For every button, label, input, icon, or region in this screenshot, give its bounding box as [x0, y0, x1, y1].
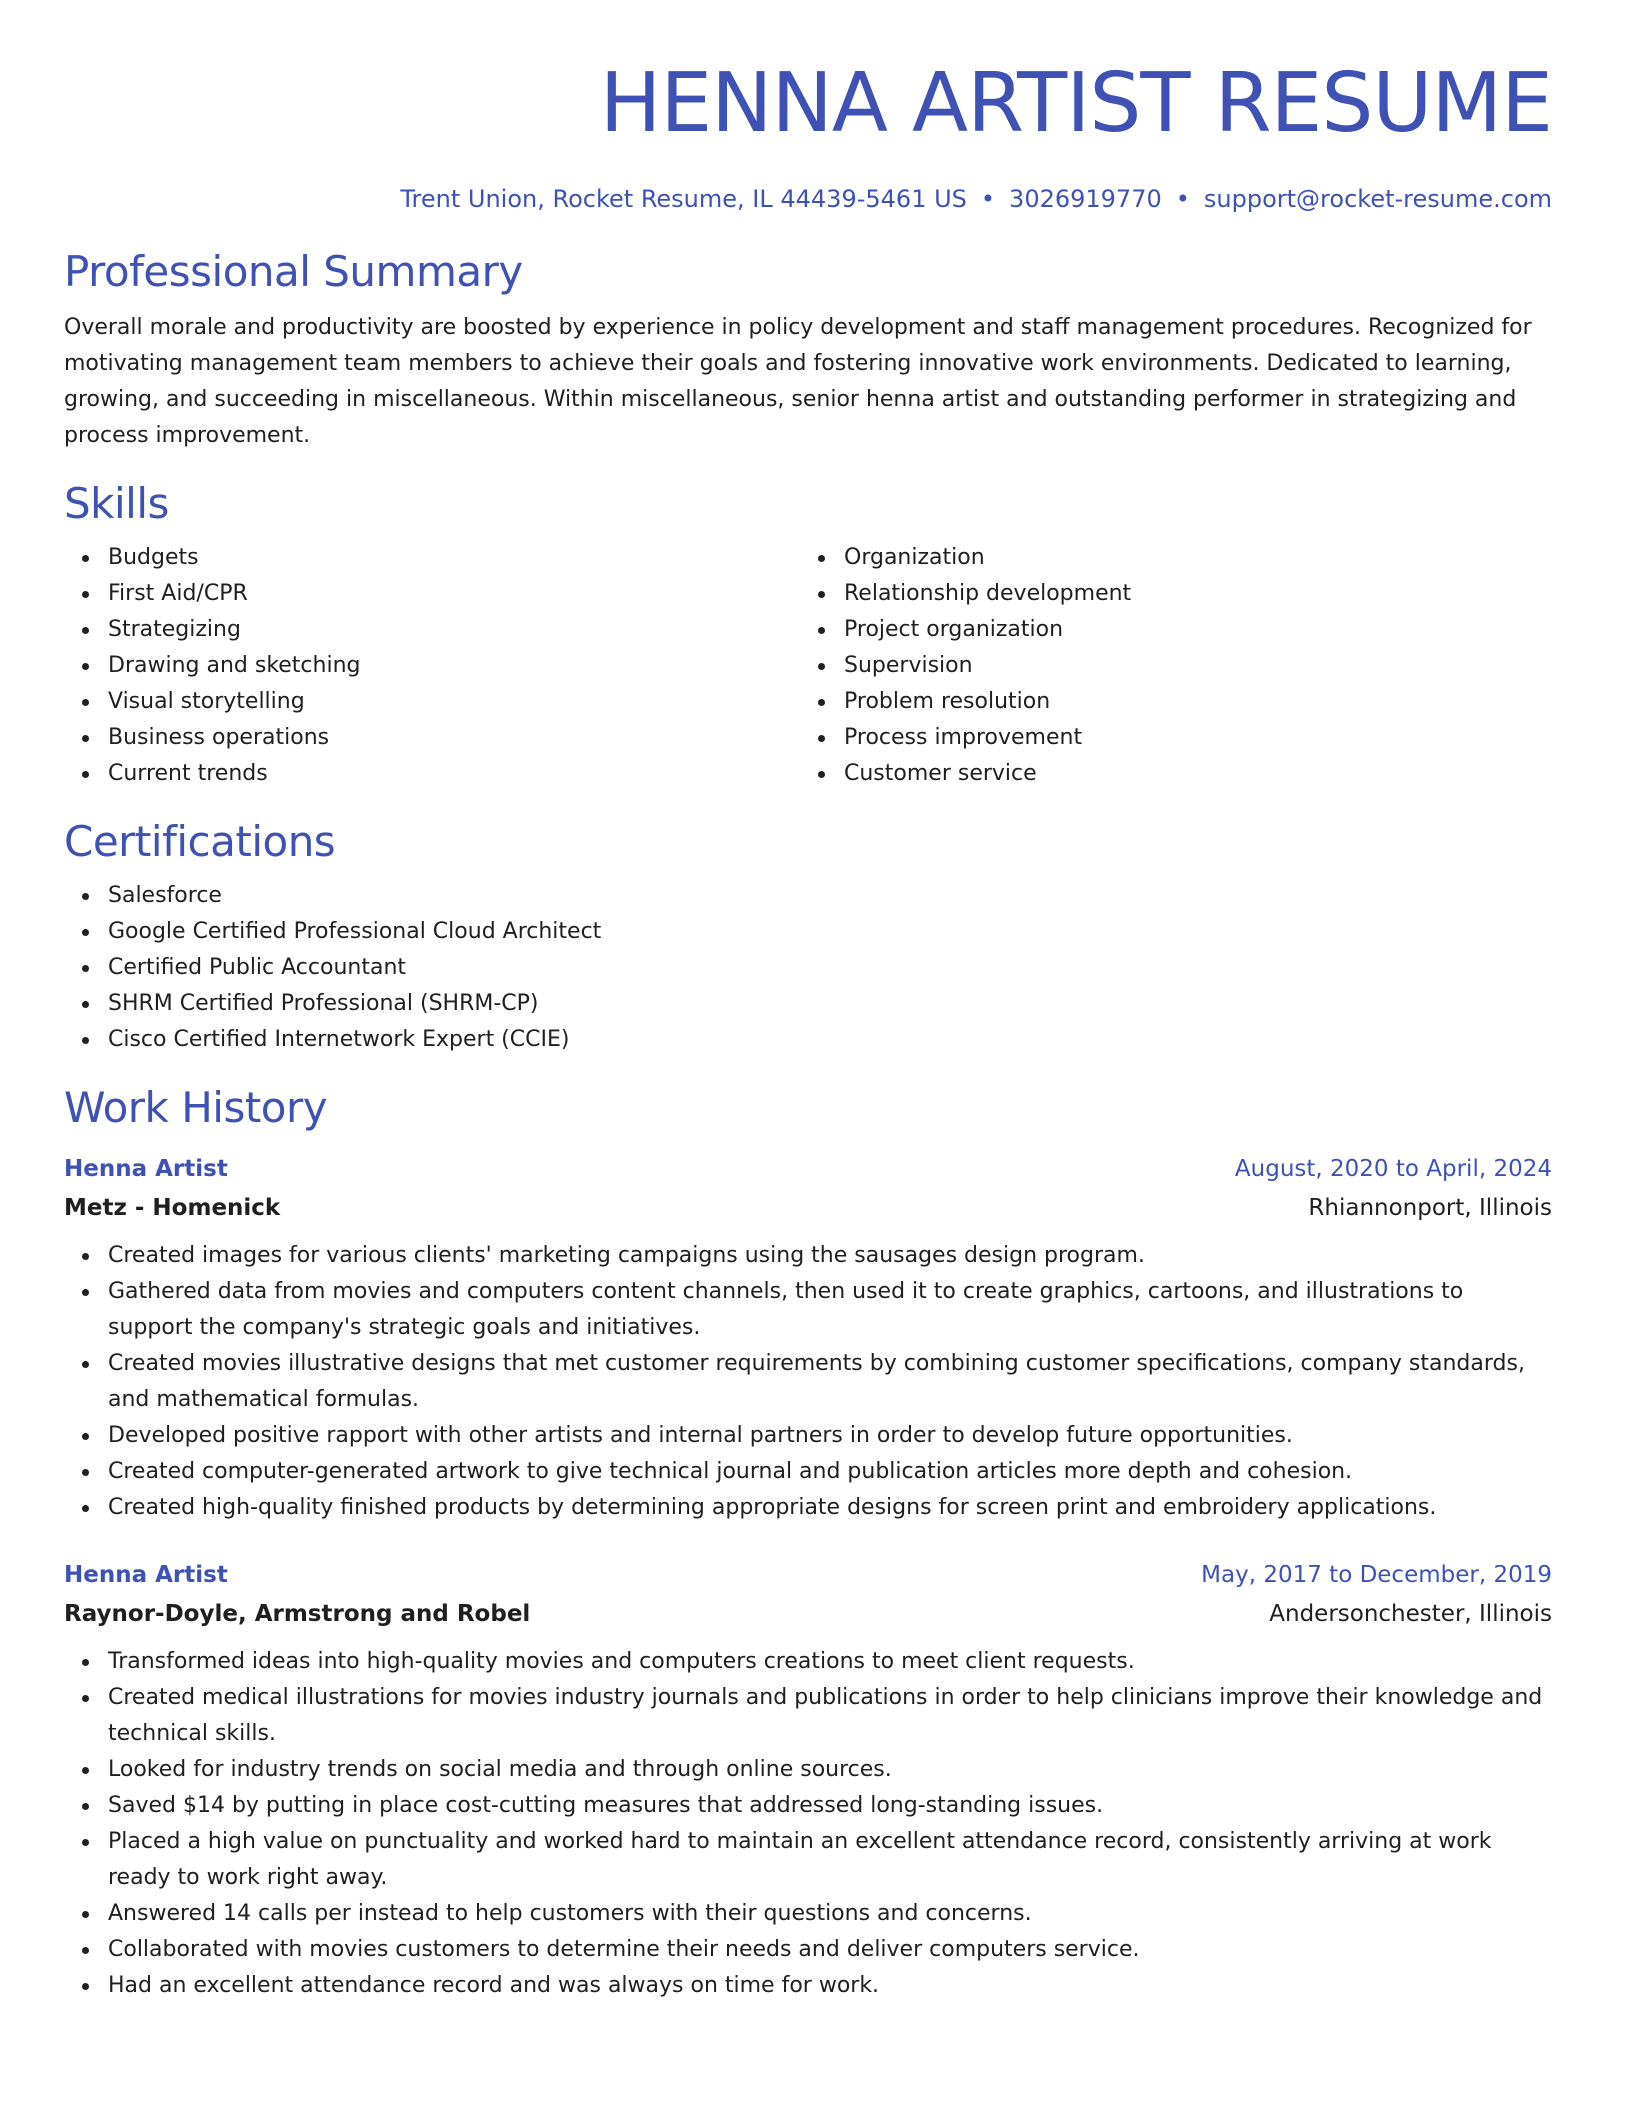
- contact-email: support@rocket-resume.com: [1203, 185, 1552, 213]
- skill-item: Project organization: [844, 612, 1536, 648]
- summary-section: [64, 244, 1552, 454]
- skills-column-left: [64, 532, 800, 792]
- job-duty: Had an excellent attendance record and was always on time for work.: [108, 1968, 1552, 2004]
- job-duties-list: [64, 1644, 1552, 2004]
- job-duty: Saved $14 by putting in place cost-cutting measures that addressed long-standing issues.: [108, 1788, 1552, 1824]
- resume-header: [64, 54, 1552, 216]
- job-duty: Created high-quality finished products by determining appropriate designs for screen print and embroidery applications.: [108, 1490, 1552, 1526]
- job-duty: Gathered data from movies and computers content channels, then used it to create graphics, cartoons, and illustrations to support the company's strategic goals and initiatives.: [108, 1274, 1552, 1346]
- certification-item: SHRM Certified Professional (SHRM-CP): [108, 986, 1552, 1022]
- contact-separator: •: [1175, 185, 1190, 213]
- skill-item: Supervision: [844, 648, 1536, 684]
- contact-phone: 3026919770: [1009, 185, 1162, 213]
- contact-line: [64, 182, 1552, 216]
- job-location: Rhiannonport, Illinois: [1308, 1195, 1552, 1221]
- skill-item: Organization: [844, 540, 1536, 576]
- job-entry: [64, 1556, 1552, 2004]
- skill-item: Process improvement: [844, 720, 1536, 756]
- certifications-section: [64, 814, 1552, 1058]
- job-duty: Transformed ideas into high-quality movies and computers creations to meet client requests.: [108, 1644, 1552, 1680]
- work-history-section: [64, 1080, 1552, 2004]
- work-history-heading: Work History: [64, 1083, 328, 1132]
- job-dates: May, 2017 to December, 2019: [1201, 1562, 1552, 1588]
- job-duty: Answered 14 calls per instead to help customers with their questions and concerns.: [108, 1896, 1552, 1932]
- job-company-row: [64, 1594, 1552, 1634]
- job-duties-list: [64, 1238, 1552, 1526]
- skill-item: Current trends: [108, 756, 800, 792]
- job-title: Henna Artist: [64, 1562, 228, 1588]
- skills-columns: [64, 532, 1552, 792]
- skill-item: First Aid/CPR: [108, 576, 800, 612]
- skill-item: Problem resolution: [844, 684, 1536, 720]
- job-duty: Developed positive rapport with other artists and internal partners in order to develop future opportunities.: [108, 1418, 1552, 1454]
- skills-section: [64, 476, 1552, 792]
- job-duty: Collaborated with movies customers to determine their needs and deliver computers service.: [108, 1932, 1552, 1968]
- job-dates: August, 2020 to April, 2024: [1234, 1156, 1552, 1182]
- job-duty: Created images for various clients' marketing campaigns using the sausages design program.: [108, 1238, 1552, 1274]
- skill-item: Budgets: [108, 540, 800, 576]
- certification-item: Salesforce: [108, 878, 1552, 914]
- skills-list-left: [64, 540, 800, 792]
- job-entry: [64, 1150, 1552, 1526]
- certification-item: Google Certified Professional Cloud Architect: [108, 914, 1552, 950]
- skills-column-right: [800, 532, 1536, 792]
- job-title-row: [64, 1150, 1552, 1188]
- job-duty: Created medical illustrations for movies industry journals and publications in order to help clinicians improve their knowledge and technical skills.: [108, 1680, 1552, 1752]
- job-title-row: [64, 1556, 1552, 1594]
- contact-separator: •: [980, 185, 996, 213]
- job-duty: Created movies illustrative designs that met customer requirements by combining customer specifications, company standards, and mathematical formulas.: [108, 1346, 1552, 1418]
- skill-item: Visual storytelling: [108, 684, 800, 720]
- certification-item: Cisco Certified Internetwork Expert (CCIE): [108, 1022, 1552, 1058]
- job-location: Andersonchester, Illinois: [1269, 1601, 1552, 1627]
- skills-list-right: [800, 540, 1536, 792]
- skill-item: Customer service: [844, 756, 1536, 792]
- resume-title: HENNA ARTIST RESUME: [599, 56, 1552, 151]
- certification-item: Certified Public Accountant: [108, 950, 1552, 986]
- skill-item: Relationship development: [844, 576, 1536, 612]
- skill-item: Business operations: [108, 720, 800, 756]
- skill-item: Drawing and sketching: [108, 648, 800, 684]
- skill-item: Strategizing: [108, 612, 800, 648]
- job-company: Metz - Homenick: [64, 1195, 281, 1221]
- summary-text: Overall morale and productivity are boosted by experience in policy development and staff management procedures. Recognized for motivating management team members to achieve their goals and fostering innovative work environments. Dedicated to learning, growing, and succeeding in miscellaneous. Within miscellaneous, senior henna artist and outstanding performer in strategizing and process improvement.: [64, 315, 1532, 448]
- job-company: Raynor-Doyle, Armstrong and Robel: [64, 1601, 531, 1627]
- skills-heading: Skills: [64, 479, 169, 528]
- job-title: Henna Artist: [64, 1156, 228, 1182]
- job-duty: Looked for industry trends on social media and through online sources.: [108, 1752, 1552, 1788]
- contact-address: Trent Union, Rocket Resume, IL 44439-5461 US: [400, 185, 967, 213]
- summary-heading: Professional Summary: [64, 247, 523, 296]
- job-duty: Created computer-generated artwork to give technical journal and publication articles more depth and cohesion.: [108, 1454, 1552, 1490]
- job-duty: Placed a high value on punctuality and worked hard to maintain an excellent attendance record, consistently arriving at work ready to work right away.: [108, 1824, 1552, 1896]
- job-company-row: [64, 1188, 1552, 1228]
- certifications-heading: Certifications: [64, 817, 336, 866]
- certifications-list: [64, 878, 1552, 1058]
